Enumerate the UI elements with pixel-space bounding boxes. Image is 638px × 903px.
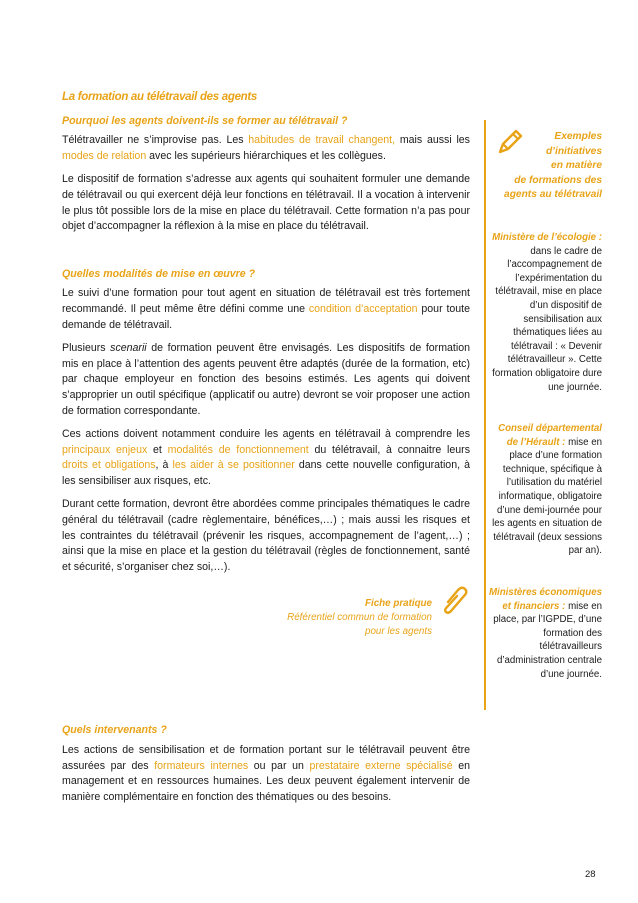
highlight: les aider à se positionner	[172, 459, 295, 472]
heading-line: en matière	[551, 160, 602, 172]
text: Les actions de sensibilisation et de formation portant sur le télétravail peuvent être assurées par des	[62, 744, 470, 772]
highlight: droits et obligations	[62, 459, 156, 472]
example-org: Conseil départemental de l’Hérault :	[498, 423, 602, 448]
example-text: mise en place, par l’IGPDE, d’une formation des télétravailleurs d’administration centrale d’une journée.	[493, 600, 602, 680]
heading-line: Exemples	[554, 131, 602, 142]
paragraph-2: Le dispositif de formation s’adresse aux agents qui souhaitent formuler une demande de télétravail ou qui exercent déjà leur fonctions en télétravail. Il a vocation à intervenir le plus tôt possible lors de la mise en place du télétravail. Cette formation n’a pas pour objet d’accompagner la réflexion à la mise en place du télétravail.	[62, 173, 470, 233]
text: mais aussi les	[395, 134, 470, 147]
section-heading-who: Quels intervenants ?	[62, 724, 167, 737]
text: Le suivi d’une formation pour tout agent en situation de télétravail est très fortement recommandé. Il peut même être défini comme une	[62, 287, 470, 315]
text: et	[147, 443, 168, 456]
sidebar-heading	[486, 130, 602, 203]
paperclip-icon	[440, 582, 470, 620]
heading-line: de formations des	[514, 174, 602, 186]
example-org: Ministères économiques et financiers :	[488, 587, 602, 612]
text: Télétravailler ne s’improvise pas. Les	[62, 134, 249, 147]
highlight: condition d’acceptation	[308, 302, 418, 315]
paragraph-5	[62, 427, 470, 489]
text: , à	[155, 459, 173, 472]
heading-line: d’initiatives	[545, 145, 602, 157]
example-block-herault	[486, 422, 602, 558]
section-heading-how: Quelles modalités de mise en œuvre ?	[62, 267, 256, 280]
paragraph-1	[62, 133, 470, 164]
page-title: La formation au télétravail des agents	[62, 91, 258, 103]
text: Plusieurs	[62, 342, 111, 355]
fiche-title: Fiche pratique	[365, 598, 432, 610]
text: avec les supérieurs hiérarchiques et les collègues.	[146, 149, 386, 162]
example-text: mise en place d’une formation technique, spécifique à l’utilisation du matériel informatique, obligatoire d’une demi-journée pour les agents en situation de télétravail (deux sessions par an).	[492, 436, 602, 557]
paragraph-6: Durant cette formation, devront être abordées comme principales thématiques le cadre général du télétravail (cadre règlementaire, bénéfices,…) ; mais aussi les risques et les contraintes du télétravail (prévenir les risques, accompagnement de l’agent,…) ; ainsi que la mise en place et la gestion du télétravail (règles de fonctionnement, santé et sécurité, s’organiser chez soi,…).	[62, 498, 470, 573]
fiche-pratique-link[interactable]	[62, 597, 432, 639]
example-org: Ministère de l’écologie :	[492, 231, 602, 243]
example-block-ministeres	[486, 586, 602, 681]
paragraph-3	[62, 286, 470, 333]
paragraph-7	[62, 743, 470, 805]
text: en management et en ressources humaines. Les deux peuvent également intervenir de manière complémentaire en fonction des thématiques ou des besoins.	[62, 759, 471, 803]
example-block-ecologie	[486, 231, 602, 394]
text: dans cette nouvelle configuration, à les sensibiliser aux risques, etc.	[62, 459, 470, 487]
text: de formation peuvent être envisagés. Les dispositifs de formation mis en place à l’attention des agents peuvent être adaptés (durée de la formation, etc) par chaque employeur en fonction des besoins estimés. Les agents qui doivent s’approprier un outil spécifique (applicatif ou autre) devront se voir proposer une action de formation correspondante.	[62, 342, 470, 417]
text: Ces actions doivent notamment conduire les agents en télétravail à comprendre les	[62, 428, 470, 441]
example-text: dans le cadre de l’accompagnement de l’expérimentation du télétravail, mise en place d’un dispositif de sensibilisation aux thématiques liées au télétravail : « Devenir télétravailleur ». Cette formation obligatoire dure une journée.	[492, 245, 602, 393]
fiche-line-2: pour les agents	[365, 626, 432, 638]
section-heading-why: Pourquoi les agents doivent-ils se former au télétravail ?	[62, 114, 348, 127]
sidebar-content	[486, 130, 602, 681]
highlight: habitudes de travail changent,	[248, 134, 396, 147]
main-column	[62, 90, 470, 813]
sidebar-examples	[484, 120, 606, 710]
highlight: modalités de fonctionnement	[167, 443, 309, 456]
emphasis: scenarii	[110, 342, 147, 355]
highlight: modes de relation	[62, 149, 147, 162]
highlight: principaux enjeux	[62, 443, 148, 456]
highlight: formateurs internes	[154, 759, 249, 772]
text: pour toute demande de télétravail.	[62, 302, 470, 331]
page-number: 28	[585, 869, 596, 880]
text: ou par un	[248, 759, 310, 772]
text: du télétravail, à connaitre leurs	[308, 443, 470, 456]
fiche-line-1: Référentiel commun de formation	[287, 612, 432, 624]
heading-line: agents au télétravail	[504, 189, 602, 201]
highlight: prestataire externe spécialisé	[309, 759, 453, 772]
paragraph-4	[62, 341, 470, 419]
